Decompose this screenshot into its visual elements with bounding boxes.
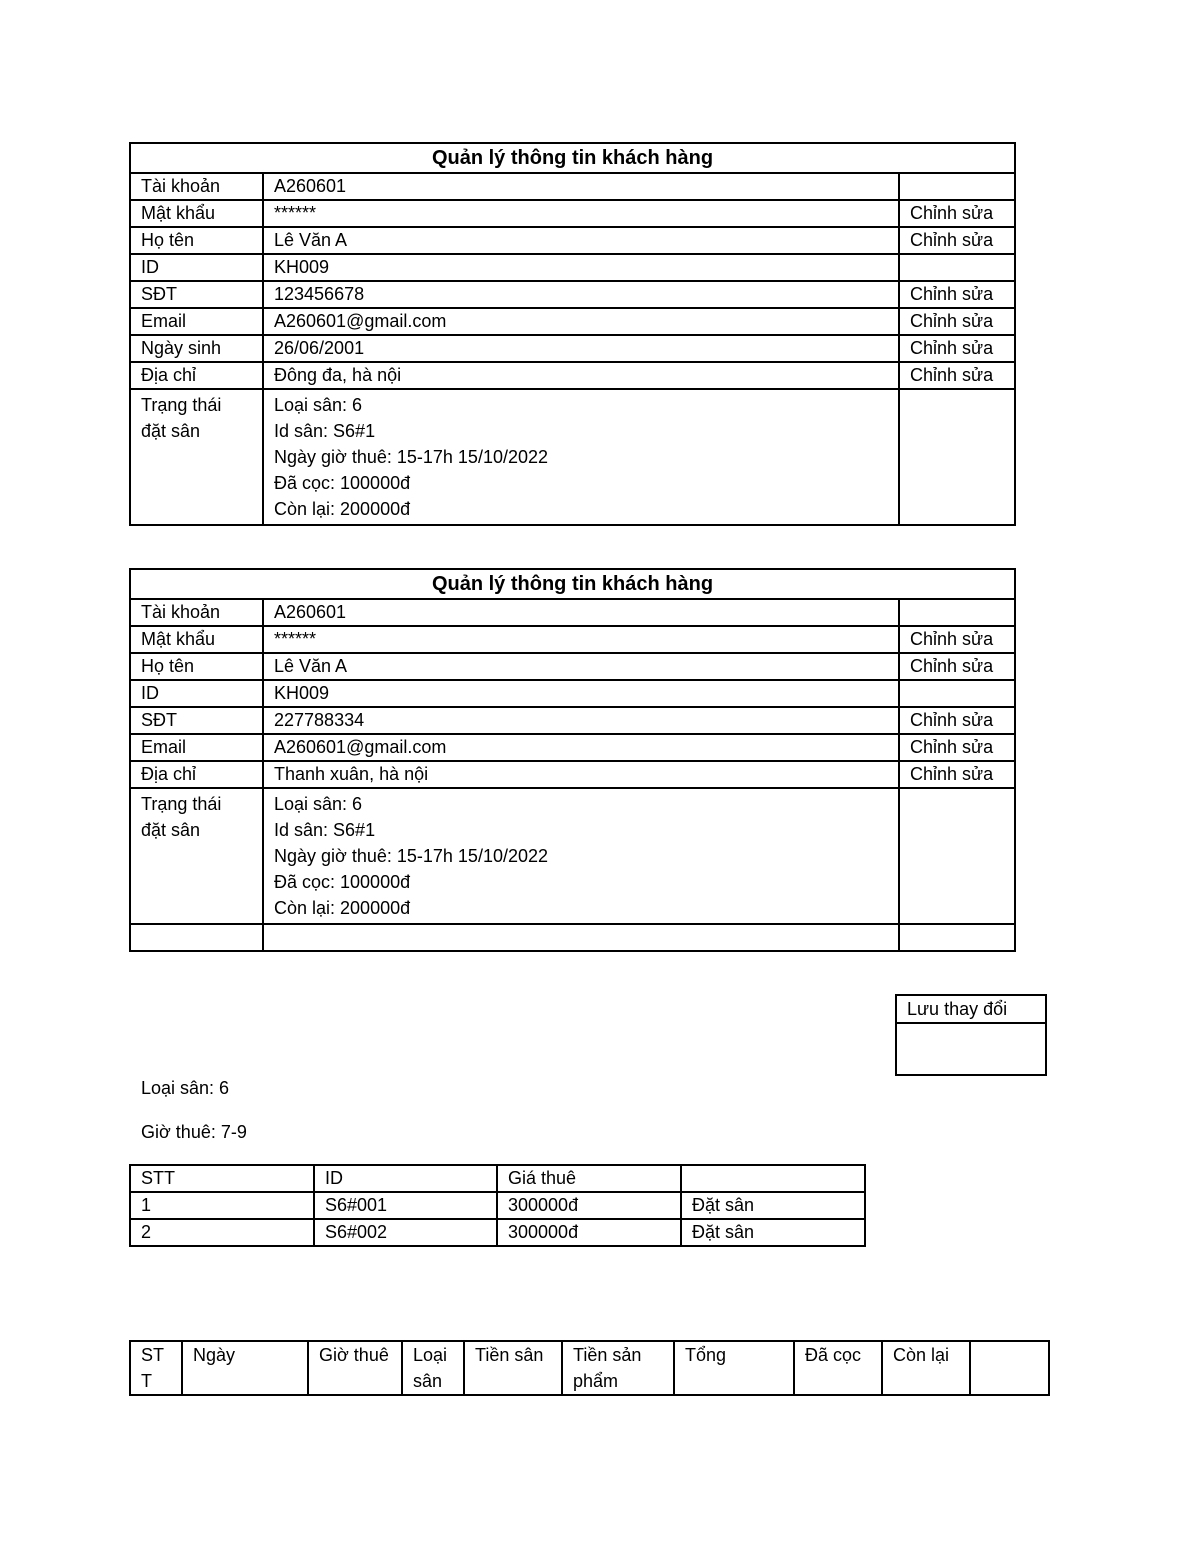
header-date: Ngày	[182, 1341, 308, 1395]
address-value: Đông đa, hà nội	[263, 362, 899, 389]
header-pitch-type: Loại sân	[402, 1341, 464, 1395]
field-label: SĐT	[130, 281, 263, 308]
row-password	[130, 200, 1015, 227]
header-action	[681, 1165, 865, 1192]
header-total: Tổng	[674, 1341, 794, 1395]
row-password	[130, 626, 1015, 653]
pitch-id-line: Id sân: S6#1	[274, 421, 376, 441]
pitch-type-line: Loại sân: 6	[274, 395, 363, 415]
rent-time-line: Ngày giờ thuê: 15-17h 15/10/2022	[274, 846, 549, 866]
row-id	[130, 254, 1015, 281]
edit-email-button[interactable]: Chỉnh sửa	[899, 308, 1015, 335]
empty-cell	[130, 924, 263, 951]
deposit-line: Đã cọc: 100000đ	[274, 473, 411, 493]
table-row	[130, 1219, 865, 1246]
book-pitch-button[interactable]: Đặt sân	[681, 1192, 865, 1219]
pitch-id-cell: S6#002	[314, 1219, 497, 1246]
deposit-line: Đã cọc: 100000đ	[274, 872, 411, 892]
row-id	[130, 680, 1015, 707]
remaining-line: Còn lại: 200000đ	[274, 499, 411, 519]
fullname-value: Lê Văn A	[263, 653, 899, 680]
header-empty	[970, 1341, 1049, 1395]
action-cell-empty	[899, 788, 1015, 924]
phone-value: 123456678	[263, 281, 899, 308]
edit-address-button[interactable]: Chỉnh sửa	[899, 362, 1015, 389]
field-label: Tài khoản	[130, 173, 263, 200]
header-remaining: Còn lại	[882, 1341, 970, 1395]
field-label: Họ tên	[130, 653, 263, 680]
field-label: ID	[130, 254, 263, 281]
password-value: ******	[263, 626, 899, 653]
edit-fullname-button[interactable]: Chỉnh sửa	[899, 227, 1015, 254]
row-email	[130, 308, 1015, 335]
edit-address-button[interactable]: Chỉnh sửa	[899, 761, 1015, 788]
header-id: ID	[314, 1165, 497, 1192]
password-value: ******	[263, 200, 899, 227]
table-row	[130, 1192, 865, 1219]
empty-cell	[899, 924, 1015, 951]
booking-status-label: Trạng thái đặt sân	[130, 788, 263, 924]
field-label: Mật khẩu	[130, 200, 263, 227]
header-rent-hours: Giờ thuê	[308, 1341, 402, 1395]
customer-info-form-1	[129, 142, 1016, 526]
table-header-row	[130, 1341, 1049, 1395]
save-changes-button[interactable]: Lưu thay đổi	[896, 995, 1046, 1023]
booking-status-details	[263, 788, 899, 924]
field-label: Email	[130, 308, 263, 335]
row-booking-status	[130, 788, 1015, 924]
field-label: Địa chỉ	[130, 761, 263, 788]
price-cell: 300000đ	[497, 1219, 681, 1246]
rent-hours-text: Giờ thuê: 7-9	[141, 1122, 247, 1142]
row-fullname	[130, 227, 1015, 254]
edit-password-button[interactable]: Chỉnh sửa	[899, 200, 1015, 227]
action-cell-empty	[899, 680, 1015, 707]
row-address	[130, 761, 1015, 788]
account-value: A260601	[263, 173, 899, 200]
header-stt: STT	[130, 1165, 314, 1192]
edit-birthdate-button[interactable]: Chỉnh sửa	[899, 335, 1015, 362]
email-value: A260601@gmail.com	[263, 734, 899, 761]
row-account	[130, 173, 1015, 200]
field-label: ID	[130, 680, 263, 707]
edit-phone-button[interactable]: Chỉnh sửa	[899, 707, 1015, 734]
edit-email-button[interactable]: Chỉnh sửa	[899, 734, 1015, 761]
edit-phone-button[interactable]: Chỉnh sửa	[899, 281, 1015, 308]
row-phone	[130, 707, 1015, 734]
edit-password-button[interactable]: Chỉnh sửa	[899, 626, 1015, 653]
field-label: Ngày sinh	[130, 335, 263, 362]
header-product-fee: Tiền sản phẩm	[562, 1341, 674, 1395]
action-cell-empty	[899, 173, 1015, 200]
phone-value: 227788334	[263, 707, 899, 734]
form-title: Quản lý thông tin khách hàng	[130, 569, 1015, 599]
stt-cell: 1	[130, 1192, 314, 1219]
row-account	[130, 599, 1015, 626]
booking-status-label: Trạng thái đặt sân	[130, 389, 263, 525]
pitch-id-line: Id sân: S6#1	[274, 820, 376, 840]
save-changes-box	[895, 994, 1047, 1076]
price-cell: 300000đ	[497, 1192, 681, 1219]
row-phone	[130, 281, 1015, 308]
field-label: Địa chỉ	[130, 362, 263, 389]
row-fullname	[130, 653, 1015, 680]
booking-status-details	[263, 389, 899, 525]
action-cell-empty	[899, 599, 1015, 626]
row-email	[130, 734, 1015, 761]
pitch-type-line: Loại sân: 6	[274, 794, 363, 814]
stt-cell: 2	[130, 1219, 314, 1246]
row-empty	[130, 924, 1015, 951]
field-label: SĐT	[130, 707, 263, 734]
save-box-empty-cell	[896, 1023, 1046, 1075]
header-price: Giá thuê	[497, 1165, 681, 1192]
field-label: Mật khẩu	[130, 626, 263, 653]
booking-history-table	[129, 1340, 1050, 1396]
id-value: KH009	[263, 680, 899, 707]
row-birthdate	[130, 335, 1015, 362]
available-pitch-table	[129, 1164, 866, 1247]
fullname-value: Lê Văn A	[263, 227, 899, 254]
table-header-row	[130, 1165, 865, 1192]
row-address	[130, 362, 1015, 389]
id-value: KH009	[263, 254, 899, 281]
book-pitch-button[interactable]: Đặt sân	[681, 1219, 865, 1246]
field-label: Tài khoản	[130, 599, 263, 626]
customer-info-form-2	[129, 568, 1016, 952]
remaining-line: Còn lại: 200000đ	[274, 898, 411, 918]
address-value: Thanh xuân, hà nội	[263, 761, 899, 788]
action-cell-empty	[899, 254, 1015, 281]
field-label: Email	[130, 734, 263, 761]
field-label: Họ tên	[130, 227, 263, 254]
account-value: A260601	[263, 599, 899, 626]
action-cell-empty	[899, 389, 1015, 525]
rent-time-line: Ngày giờ thuê: 15-17h 15/10/2022	[274, 447, 549, 467]
row-booking-status	[130, 389, 1015, 525]
edit-fullname-button[interactable]: Chỉnh sửa	[899, 653, 1015, 680]
pitch-type-text: Loại sân: 6	[141, 1078, 230, 1098]
empty-cell	[263, 924, 899, 951]
header-pitch-fee: Tiền sân	[464, 1341, 562, 1395]
header-deposit: Đã cọc	[794, 1341, 882, 1395]
header-stt: ST T	[130, 1341, 182, 1395]
pitch-id-cell: S6#001	[314, 1192, 497, 1219]
email-value: A260601@gmail.com	[263, 308, 899, 335]
form-title: Quản lý thông tin khách hàng	[130, 143, 1015, 173]
birthdate-value: 26/06/2001	[263, 335, 899, 362]
